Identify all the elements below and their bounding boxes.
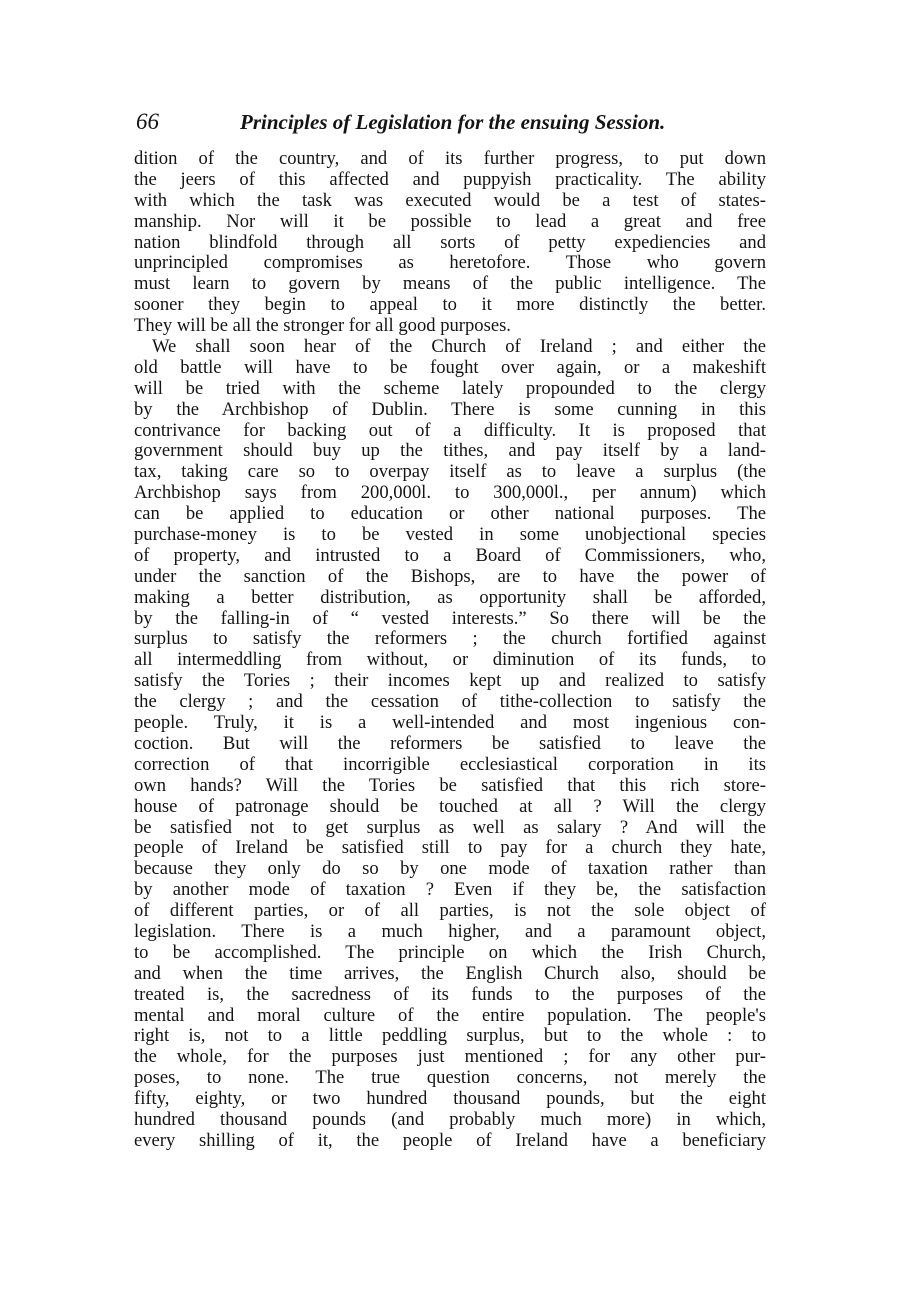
text-line: nation blindfold through all sorts of petty expediencies and	[134, 231, 766, 253]
text-line: coction. But will the reformers be satisfied to leave the	[134, 732, 766, 754]
text-line: poses, to none. The true question concerns, not merely the	[134, 1067, 766, 1089]
text-line: manship. Nor will it be possible to lead a great and free	[134, 210, 766, 232]
text-line: all intermeddling from without, or diminution of its funds, to	[134, 649, 766, 671]
text-line: sooner they begin to appeal to it more distinctly the better.	[134, 294, 766, 316]
text-line: mental and moral culture of the entire population. The people's	[134, 1004, 766, 1026]
text-line: satisfy the Tories ; their incomes kept up and realized to satisfy	[134, 670, 766, 692]
text-line: unprincipled compromises as heretofore. Those who govern	[134, 252, 766, 274]
text-line: people of Ireland be satisfied still to pay for a church they hate,	[134, 837, 766, 859]
text-line: hundred thousand pounds (and probably much more) in which,	[134, 1108, 766, 1130]
text-line: of property, and intrusted to a Board of Commissioners, who,	[134, 544, 766, 566]
text-line: of different parties, or of all parties, is not the sole object of	[134, 900, 766, 922]
text-line: purchase-money is to be vested in some unobjectional species	[134, 524, 766, 546]
text-line: with which the task was executed would be a test of states-	[134, 189, 766, 211]
text-line: house of patronage should be touched at all ? Will the clergy	[134, 795, 766, 817]
text-line: old battle will have to be fought over again, or a makeshift	[134, 356, 766, 378]
text-line: by the Archbishop of Dublin. There is some cunning in this	[134, 398, 766, 420]
text-line: own hands? Will the Tories be satisfied that this rich store-	[134, 774, 766, 796]
text-line: legislation. There is a much higher, and a paramount object,	[134, 920, 766, 942]
text-line: contrivance for backing out of a difficulty. It is proposed that	[134, 419, 766, 441]
text-line: must learn to govern by means of the public intelligence. The	[134, 273, 766, 295]
text-line: making a better distribution, as opportunity shall be afforded,	[134, 586, 766, 608]
text-line: will be tried with the scheme lately propounded to the clergy	[134, 377, 766, 399]
text-line: government should buy up the tithes, and pay itself by a land-	[134, 440, 766, 462]
text-line: the clergy ; and the cessation of tithe-collection to satisfy the	[134, 691, 766, 713]
text-line: people. Truly, it is a well-intended and most ingenious con-	[134, 712, 766, 734]
text-line: the jeers of this affected and puppyish practicality. The ability	[134, 168, 766, 190]
text-line: the whole, for the purposes just mentioned ; for any other pur-	[134, 1046, 766, 1068]
text-line: and when the time arrives, the English Church also, should be	[134, 962, 766, 984]
page-header	[136, 106, 766, 138]
text-line: tax, taking care so to overpay itself as to leave a surplus (the	[134, 461, 766, 483]
body-text	[134, 149, 766, 1152]
text-line: fifty, eighty, or two hundred thousand pounds, but the eight	[134, 1088, 766, 1110]
text-line: be satisfied not to get surplus as well as salary ? And will the	[134, 816, 766, 838]
paragraph	[134, 149, 766, 337]
text-line: every shilling of it, the people of Ireland have a beneficiary	[134, 1129, 766, 1151]
text-line: We shall soon hear of the Church of Ireland ; and either the	[152, 336, 766, 358]
page-number: 66	[136, 109, 159, 134]
text-line: treated is, the sacredness of its funds to the purposes of the	[134, 983, 766, 1005]
text-line: right is, not to a little peddling surplus, but to the whole : to	[134, 1025, 766, 1047]
text-line: to be accomplished. The principle on which the Irish Church,	[134, 941, 766, 963]
text-line: because they only do so by one mode of taxation rather than	[134, 858, 766, 880]
text-line: dition of the country, and of its further progress, to put down	[134, 148, 766, 169]
text-line: correction of that incorrigible ecclesiastical corporation in its	[134, 753, 766, 775]
running-title: Principles of Legislation for the ensuing Session.	[240, 110, 666, 134]
text-line: They will be all the stronger for all good purposes.	[134, 315, 511, 337]
text-line: surplus to satisfy the reformers ; the church fortified against	[134, 628, 766, 650]
text-line: by another mode of taxation ? Even if they be, the satisfaction	[134, 879, 766, 901]
text-line: Archbishop says from 200,000l. to 300,000l., per annum) which	[134, 482, 766, 504]
paragraph	[134, 337, 766, 1152]
text-line: under the sanction of the Bishops, are to have the power of	[134, 565, 766, 587]
text-line: by the falling-in of “ vested interests.” So there will be the	[134, 607, 766, 629]
text-line: can be applied to education or other national purposes. The	[134, 503, 766, 525]
